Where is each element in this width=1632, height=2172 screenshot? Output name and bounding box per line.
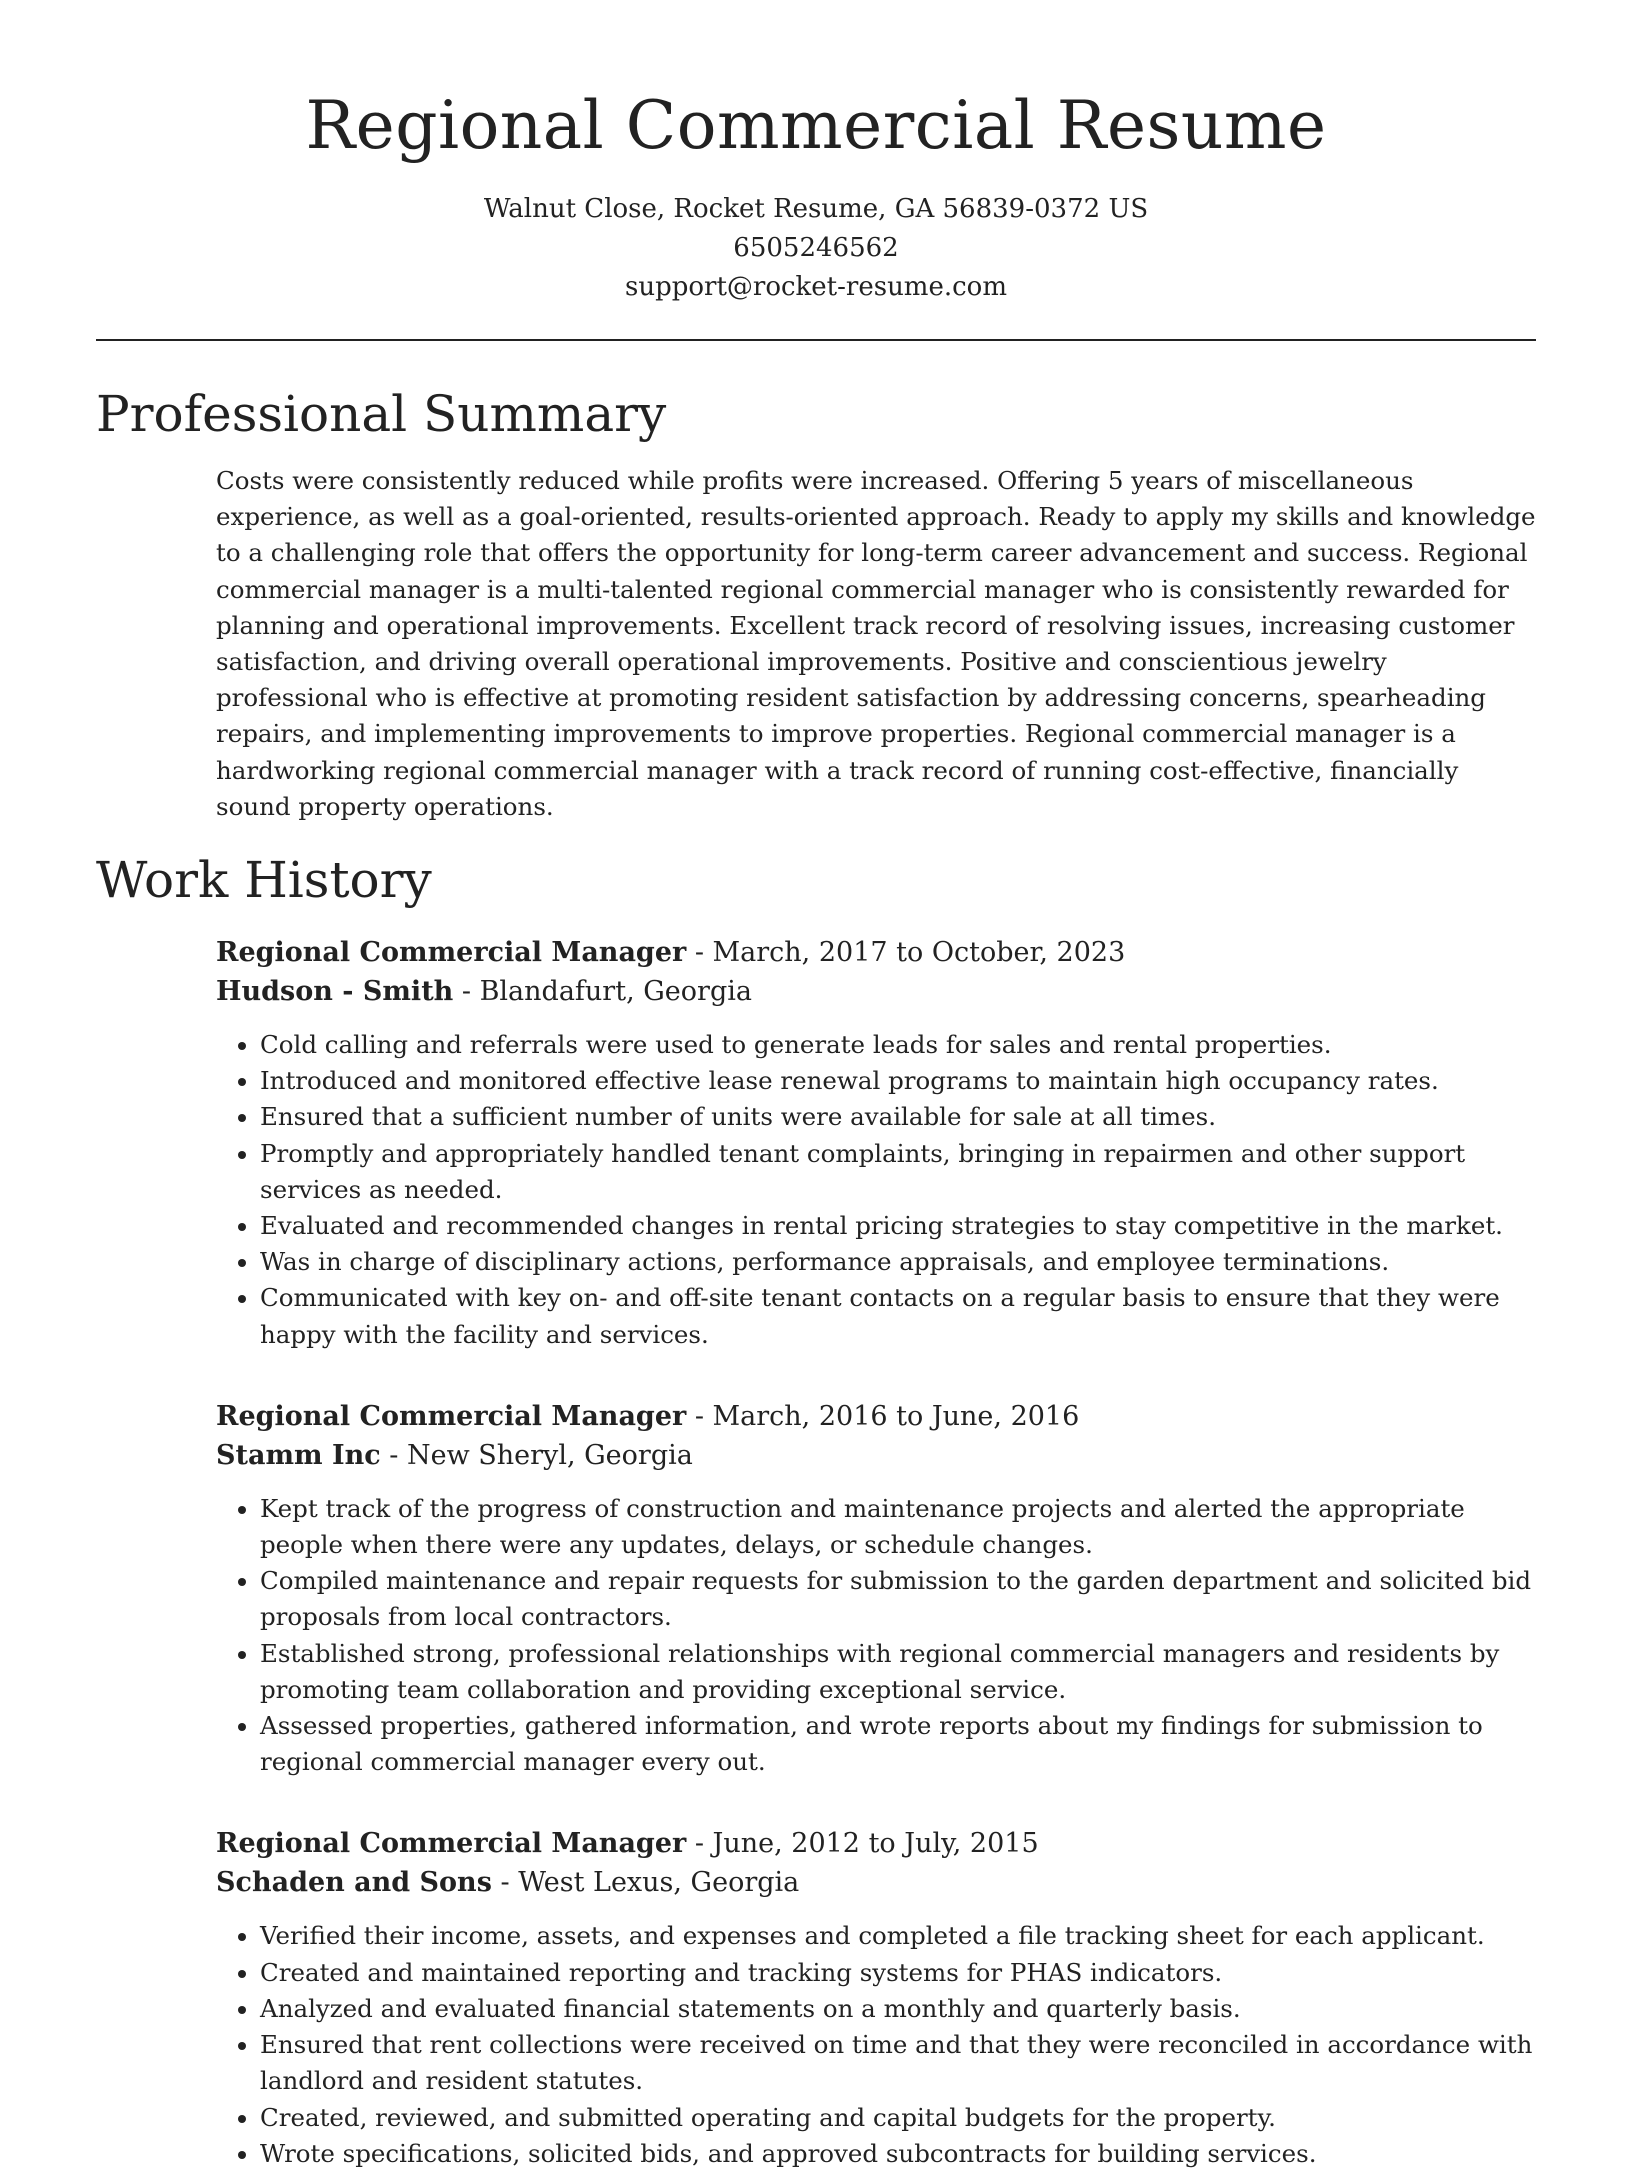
contact-address: Walnut Close, Rocket Resume, GA 56839-0372 US	[483, 194, 1149, 224]
list-item: • Communicated with key on- and off-site tenant contacts on a regular basis to ensure that they were happy with the facility and services.	[260, 1280, 1536, 1352]
contact-phone: 6505246562	[733, 233, 899, 263]
job-bullets	[216, 1491, 1536, 1781]
work-history-section	[216, 933, 1536, 2172]
job-entry	[216, 1824, 1536, 2171]
resume-page	[96, 0, 1536, 2172]
list-item: • Cold calling and referrals were used to generate leads for sales and rental properties.	[260, 1027, 1536, 1063]
job-company: Schaden and Sons	[216, 1867, 492, 1899]
list-item: • Was in charge of disciplinary actions, performance appraisals, and employee terminations.	[260, 1244, 1536, 1280]
job-location: - Blandafurt, Georgia	[453, 976, 752, 1008]
contact-email: support@rocket-resume.com	[624, 272, 1007, 302]
job-company: Hudson - Smith	[216, 976, 454, 1008]
job-company-line	[216, 1436, 1536, 1475]
job-bullets	[216, 1918, 1536, 2171]
job-company-line	[216, 972, 1536, 1011]
job-entry	[216, 933, 1536, 1353]
list-item: • Established strong, professional relationships with regional commercial managers and residents by promoting team collaboration and providing exceptional service.	[260, 1636, 1536, 1708]
list-item: • Verified their income, assets, and expenses and completed a file tracking sheet for each applicant.	[260, 1918, 1536, 1954]
job-location: - New Sheryl, Georgia	[380, 1439, 693, 1471]
list-item: • Ensured that rent collections were received on time and that they were reconciled in accordance with landlord and resident statutes.	[260, 2027, 1536, 2099]
list-item: • Kept track of the progress of construction and maintenance projects and alerted the appropriate people when there were any updates, delays, or schedule changes.	[260, 1491, 1536, 1563]
job-dates: - March, 2017 to October, 2023	[686, 937, 1126, 969]
job-title-line	[216, 1397, 1536, 1436]
list-item: • Compiled maintenance and repair requests for submission to the garden department and solicited bid proposals from local contractors.	[260, 1563, 1536, 1635]
list-item: • Evaluated and recommended changes in rental pricing strategies to stay competitive in the market.	[260, 1208, 1536, 1244]
summary-section	[216, 463, 1536, 825]
list-item: • Analyzed and evaluated financial statements on a monthly and quarterly basis.	[260, 1991, 1536, 2027]
job-entry	[216, 1397, 1536, 1781]
list-item: • Promptly and appropriately handled tenant complaints, bringing in repairmen and other support services as needed.	[260, 1136, 1536, 1208]
list-item: • Assessed properties, gathered information, and wrote reports about my findings for submission to regional commercial manager every out.	[260, 1708, 1536, 1780]
resume-title: Regional Commercial Resume	[305, 87, 1327, 164]
job-bullets	[216, 1027, 1536, 1353]
list-item: • Ensured that a sufficient number of units were available for sale at all times.	[260, 1099, 1536, 1135]
job-location: - West Lexus, Georgia	[491, 1867, 800, 1899]
contact-block	[96, 190, 1536, 307]
job-dates: - June, 2012 to July, 2015	[686, 1828, 1039, 1860]
list-item: • Created and maintained reporting and tracking systems for PHAS indicators.	[260, 1955, 1536, 1991]
list-item: • Wrote specifications, solicited bids, and approved subcontracts for building services.	[260, 2136, 1536, 2172]
job-title-line	[216, 933, 1536, 972]
job-role: Regional Commercial Manager	[216, 937, 687, 969]
job-role: Regional Commercial Manager	[216, 1828, 687, 1860]
list-item: • Created, reviewed, and submitted operating and capital budgets for the property.	[260, 2100, 1536, 2136]
list-item: • Introduced and monitored effective lease renewal programs to maintain high occupancy rates.	[260, 1063, 1536, 1099]
job-dates: - March, 2016 to June, 2016	[686, 1400, 1080, 1432]
job-company-line	[216, 1863, 1536, 1902]
job-company: Stamm Inc	[216, 1439, 381, 1471]
resume-header	[96, 0, 1536, 307]
job-title-line	[216, 1824, 1536, 1863]
job-role: Regional Commercial Manager	[216, 1400, 687, 1432]
summary-heading: Professional Summary	[96, 385, 667, 443]
summary-text: Costs were consistently reduced while profits were increased. Offering 5 years of miscellaneous experience, as well as a goal-oriented, results-oriented approach. Ready to apply my skills and knowledge to a challenging role that offers the opportunity for long-term career advancement and success. Regional commercial manager is a multi-talented regional commercial manager who is consistently rewarded for planning and operational improvements. Excellent track record of resolving issues, increasing customer satisfaction, and driving overall operational improvements. Positive and conscientious jewelry professional who is effective at promoting resident satisfaction by addressing concerns, spearheading repairs, and implementing improvements to improve properties. Regional commercial manager is a hardworking regional commercial manager with a track record of running cost-effective, financially sound property operations.	[216, 466, 1536, 821]
work-history-heading: Work History	[96, 851, 432, 910]
header-divider	[96, 339, 1536, 341]
